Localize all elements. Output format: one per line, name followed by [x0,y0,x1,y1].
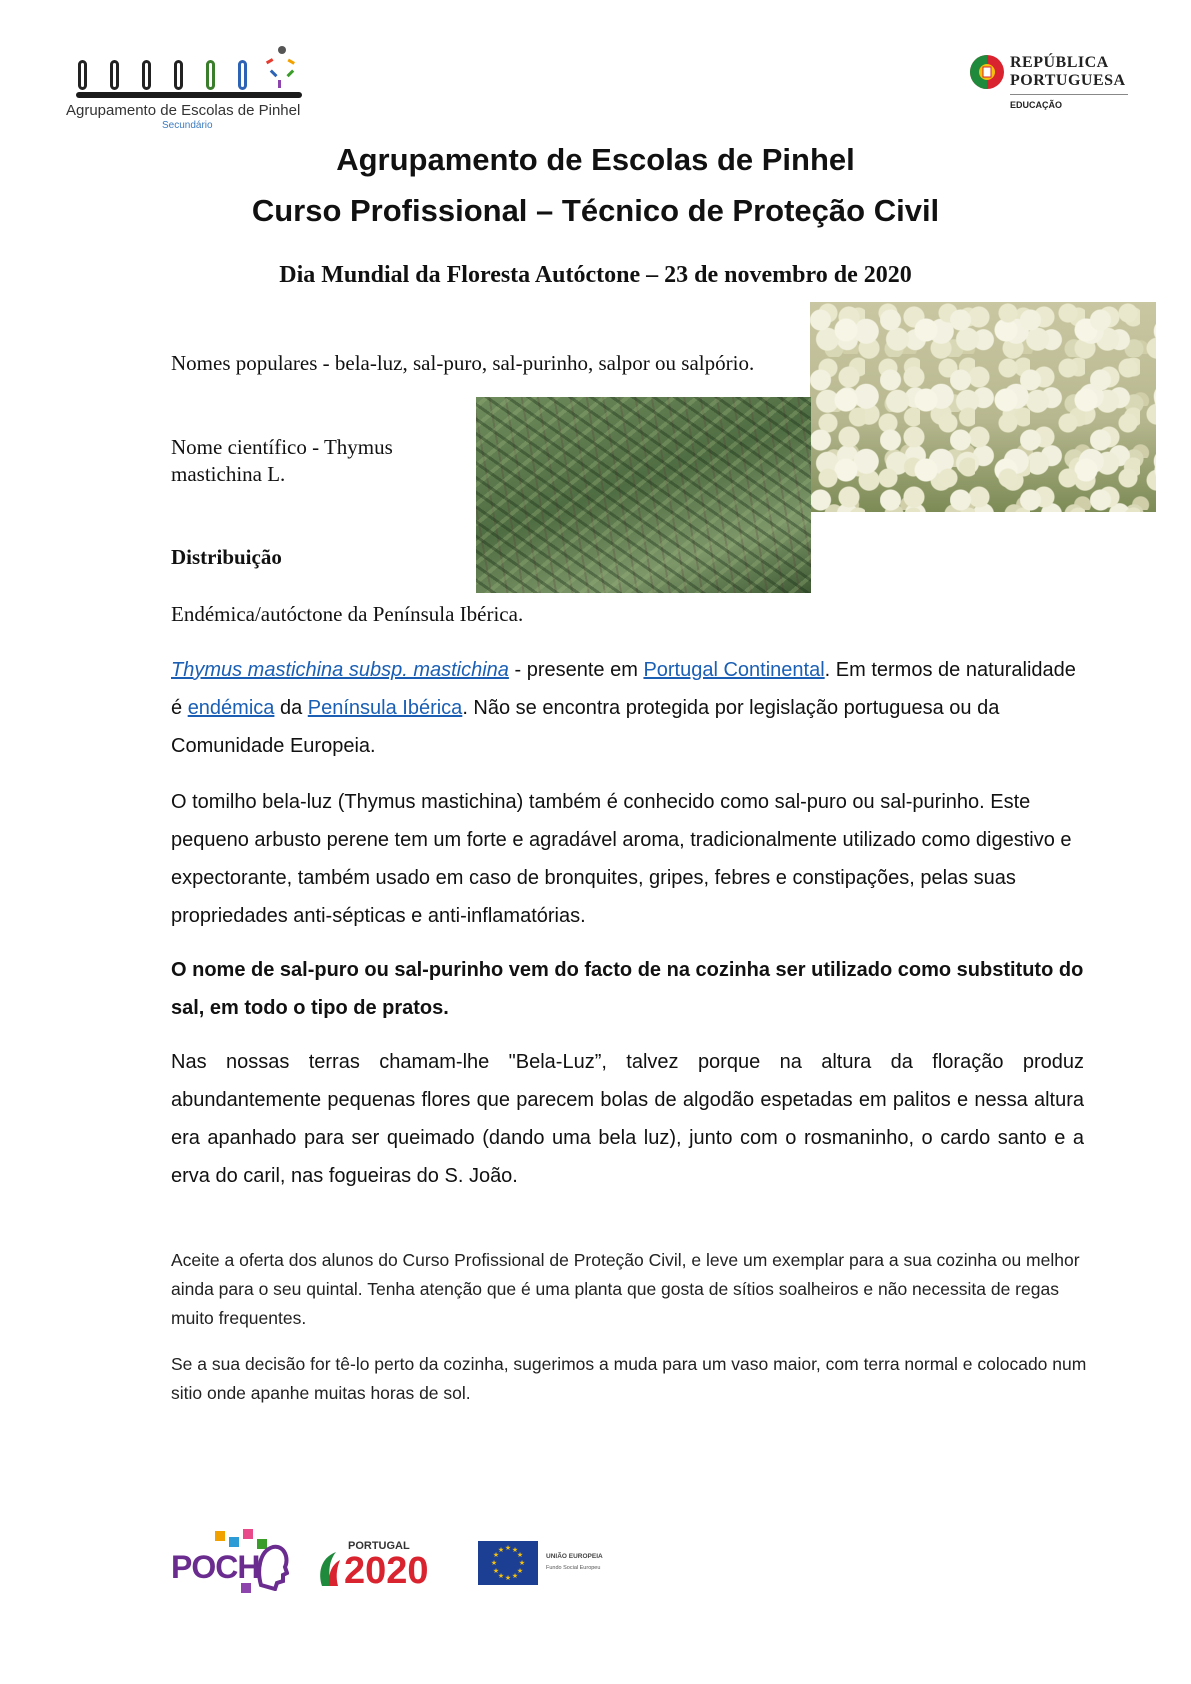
peninsula-iberica-link[interactable]: Península Ibérica [307,697,463,719]
head-profile-icon [255,1541,289,1591]
portugal-2020-mark-icon [318,1550,342,1588]
svg-text:★: ★ [492,1567,500,1575]
portugal-continental-link[interactable]: Portugal Continental [643,659,825,681]
educacao-text: EDUCAÇÃO [1010,100,1063,110]
portugal-emblem-icon [968,52,1006,94]
plant-leaves-photo [476,397,811,593]
sal-puro-paragraph: O nome de sal-puro ou sal-purinho vem do facto de na cozinha ser utilizado como substituto do sal, em todo o tipo de pratos. [171,959,1084,1019]
logo-peg [238,60,247,90]
distribution-text: Endémica/autóctone da Península Ibérica. [171,602,524,626]
course-title: Curso Profissional – Técnico de Proteção Civil [251,193,940,228]
svg-text:★: ★ [504,1544,512,1552]
subspecies-link[interactable]: Thymus mastichina subsp. mastichina [171,659,509,681]
republica-portuguesa-logo [968,52,1138,118]
logo-bar [76,92,302,98]
offer-paragraph: Aceite a oferta dos alunos do Curso Profissional de Proteção Civil, e leve um exemplar para a sua cozinha ou melhor ainda para o seu quintal. Tenha atenção que é uma planta que gosta de sítios soalheiros e não necessita de regas muito frequentes. [171,1250,1080,1328]
school-logo-sub: Secundário [162,120,213,131]
school-logo [62,44,302,136]
logo-square [229,1537,239,1547]
paragraph-text: - presente em [508,659,644,681]
logo-peg [78,60,87,90]
paragraph-text: . Não se encontra protegida por legislação portuguesa ou da Comunidade Europeia. [171,697,1000,757]
logo-peg [142,60,151,90]
logo-figure-icon [258,44,302,94]
flowering-plant-photo [810,302,1156,512]
poch-logo [171,1527,291,1599]
school-logo-name: Agrupamento de Escolas de Pinhel [66,102,301,119]
bela-luz-paragraph: Nas nossas terras chamam-lhe "Bela-Luz”, talvez porque na altura da floração produz abundantemente pequenas flores que parecem bolas de algodão espetadas em palitos e nessa altura era apanhado para ser queimado (dando uma bela luz), junto com o rosmaninho, o cardo santo e a erva do caril, nas fogueiras do S. João. [171,1051,1084,1187]
svg-text:★: ★ [516,1567,524,1575]
portugal-2020-logo [318,1540,453,1592]
poch-text: POCH [171,1549,260,1585]
svg-text:★: ★ [516,1551,524,1559]
portugal-2020-year: 2020 [344,1550,429,1592]
scientific-name: Nome científico - Thymus mastichina L. [171,435,393,486]
popular-names: Nomes populares - bela-luz, sal-puro, sal-purinho, salpor ou salpório. [171,351,755,375]
logo-peg [174,60,183,90]
portuguesa-text: PORTUGUESA [1010,72,1126,89]
eu-flag-icon [478,1541,538,1585]
logo-peg [206,60,215,90]
fse-label: Fundo Social Europeu [546,1565,601,1571]
distribution-heading: Distribuição [171,545,282,569]
republica-text: REPÚBLICA [1010,54,1109,71]
logo-square [215,1531,225,1541]
eu-label: UNIÃO EUROPEIA [546,1553,603,1560]
endemica-link[interactable]: endémica [187,697,275,719]
logo-square [243,1529,253,1539]
portugal-2020-label: PORTUGAL [348,1540,410,1552]
decision-paragraph: Se a sua decisão for tê-lo perto da cozinha, sugerimos a muda para um vaso maior, com terra normal e colocado num sitio onde apanhe muitas horas de sol. [171,1354,1087,1403]
svg-text:★: ★ [490,1559,498,1567]
document-subtitle: Dia Mundial da Floresta Autóctone – 23 de novembro de 2020 [279,262,912,288]
svg-text:★: ★ [504,1574,512,1582]
svg-text:★: ★ [511,1572,519,1580]
svg-text:★: ★ [497,1546,505,1554]
svg-text:★: ★ [497,1572,505,1580]
document-title: Agrupamento de Escolas de Pinhel [336,142,855,177]
svg-text:★: ★ [511,1546,519,1554]
paragraph-text: . Em termos de naturalidade é [171,659,1076,719]
paragraph-text: da [274,697,308,719]
logo-peg [110,60,119,90]
eu-logo [478,1541,628,1589]
svg-text:★: ★ [492,1551,500,1559]
logo-divider [1010,94,1128,95]
svg-text:★: ★ [518,1559,526,1567]
tomilho-paragraph: O tomilho bela-luz (Thymus mastichina) também é conhecido como sal-puro ou sal-purinho. Este pequeno arbusto perene tem um forte e agradável aroma, tradicionalmente utilizado como digestivo e expectorante, também usado em caso de bronquites, gripes, febres e constipações, pelas suas propriedades anti-sépticas e anti-inflamatórias. [171,791,1072,927]
subspecies-paragraph [171,651,1086,765]
